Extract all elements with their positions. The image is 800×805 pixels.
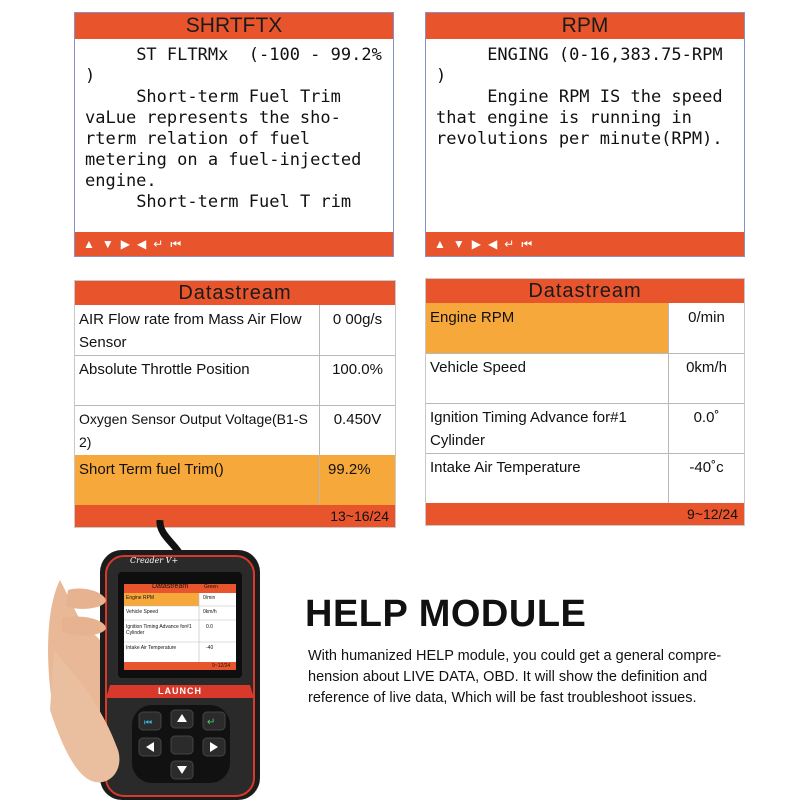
right-arrow-icon[interactable]: ▶ (120, 237, 131, 251)
device-screen-column: Green (204, 584, 218, 590)
pid-name: Short Term fuel Trim() (75, 455, 320, 507)
left-arrow-icon[interactable]: ◀ (488, 237, 498, 251)
svg-text:↵: ↵ (207, 717, 216, 728)
table-row-selected[interactable] (75, 455, 395, 507)
help-module-description: With humanized HELP module, you could get a general compre-hension about LIVE DATA, OBD. It will show the definition and reference of live data, Which will be fast troubleshoot issues. (308, 648, 722, 706)
right-arrow-icon[interactable]: ▶ (471, 237, 482, 251)
table-row[interactable] (75, 405, 395, 456)
pid-value: 0 00g/s (332, 311, 383, 328)
pid-value: 100.0% (332, 361, 383, 378)
up-arrow-icon[interactable]: ▲ (434, 237, 446, 251)
datastream-title: Datastream (426, 279, 744, 303)
table-row[interactable] (426, 453, 744, 505)
table-row-selected[interactable] (426, 303, 744, 354)
left-arrow-icon[interactable]: ◀ (137, 237, 147, 251)
datastream-title: Datastream (75, 281, 395, 305)
help-panel-shrtftx (74, 12, 394, 257)
svg-text:⏮: ⏮ (144, 718, 153, 728)
table-row[interactable] (75, 305, 395, 356)
help-body: ENGING (0-16,383.75-RPM ) Engine RPM IS the speed that engine is running in revolutions per minute(RPM). (436, 45, 723, 149)
device-screen-row-value: 0/min (203, 595, 216, 601)
device-screen-row-name: Ignition Timing Advance for#1 Cylinder (126, 624, 192, 636)
device-screen-row-value: 0km/h (203, 609, 217, 615)
datastream-table (75, 305, 395, 505)
help-title: RPM (426, 13, 744, 39)
help-body: ST FLTRMx (-100 - 99.2% ) Short-term Fuel Trim vaLue represents the sho- rterm relation of fuel metering on a fuel-injected engine. Short-term Fuel T rim (85, 45, 382, 212)
pid-name: Absolute Throttle Position (75, 355, 320, 405)
pid-name: AIR Flow rate from Mass Air Flow Sensor (75, 305, 320, 355)
help-module-title: HELP MODULE (305, 593, 587, 635)
device-screen-page: 9~12/24 (212, 663, 231, 669)
pid-value: 0.450V (333, 411, 382, 428)
device-screen-row-value: -40 (206, 645, 214, 651)
first-page-icon[interactable]: ⏮ (521, 237, 533, 251)
pid-value: 0/min (688, 309, 725, 326)
page-indicator: 9~12/24 (426, 503, 744, 525)
device-screen-title: Datastream (152, 583, 189, 590)
pid-name: Vehicle Speed (426, 353, 669, 403)
table-row[interactable] (426, 353, 744, 404)
enter-icon[interactable]: ↵ (153, 237, 164, 251)
device-screen-row-name: Intake Air Temperature (126, 645, 177, 651)
down-arrow-icon[interactable]: ▼ (101, 237, 114, 251)
help-nav-bar (75, 232, 393, 256)
help-panel-rpm (425, 12, 745, 257)
up-arrow-icon[interactable]: ▲ (83, 237, 95, 251)
table-row[interactable] (426, 403, 744, 454)
pid-name: Intake Air Temperature (426, 453, 669, 505)
pid-name: Oxygen Sensor Output Voltage(B1-S 2) (75, 405, 320, 455)
device-logo: Creader V+ (130, 556, 179, 565)
page-indicator: 13~16/24 (75, 505, 395, 527)
pid-value: 99.2% (320, 455, 395, 507)
device-screen-row-name: Vehicle Speed (126, 609, 158, 615)
first-page-icon[interactable]: ⏮ (170, 237, 182, 251)
datastream-panel-right (425, 278, 745, 526)
help-title: SHRTFTX (75, 13, 393, 39)
pid-value: 0km/h (686, 359, 727, 376)
device-screen-row-name: Engine RPM (126, 595, 155, 601)
enter-icon[interactable]: ↵ (504, 237, 515, 251)
datastream-table (426, 303, 744, 503)
down-arrow-icon[interactable]: ▼ (452, 237, 465, 251)
datastream-panel-left (74, 280, 396, 528)
table-row[interactable] (75, 355, 395, 406)
pid-value: -40˚c (689, 459, 724, 476)
scanner-device-illustration (40, 520, 300, 800)
help-nav-bar (426, 232, 744, 256)
device-screen-row-value: 0.0 (206, 624, 213, 630)
pid-name: Engine RPM (426, 303, 669, 353)
device-brand: LAUNCH (158, 686, 202, 696)
pid-value: 0.0˚ (693, 409, 720, 426)
pid-name: Ignition Timing Advance for#1 Cylinder (426, 403, 669, 453)
